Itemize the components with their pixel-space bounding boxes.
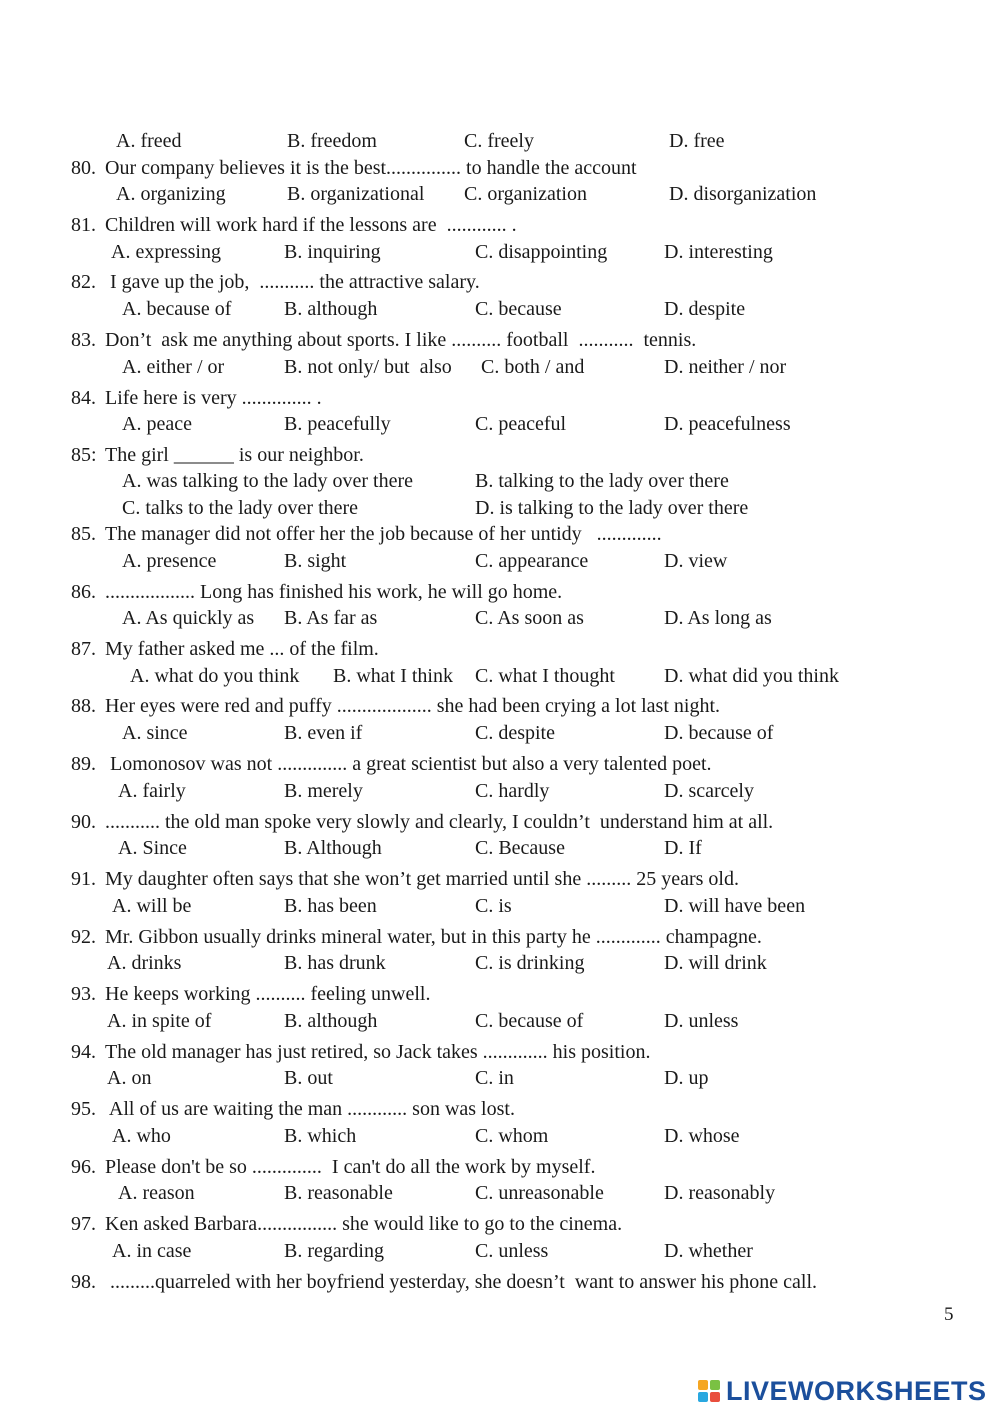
question-number: 85: [71,444,97,466]
logo-tile-green [710,1380,720,1390]
logo-tile-orange [698,1380,708,1390]
answer-option: D. scarcely [664,780,754,802]
answer-option: B. reasonable [284,1182,393,1204]
question-stem: Please don't be so .............. I can't do all the work by myself. [105,1156,596,1178]
answer-option: C. hardly [475,780,550,802]
answer-option: A. Since [118,837,187,859]
answer-option: C. disappointing [475,241,608,263]
question-stem: My father asked me ... of the film. [105,638,379,660]
logo-tile-red [710,1392,720,1402]
answer-option: B. As far as [284,607,378,629]
answer-option: D. reasonably [664,1182,776,1204]
answer-option: C. both / and [481,356,585,378]
answer-option: C. what I thought [475,665,615,687]
answer-option: A. what do you think [130,665,300,687]
liveworksheets-brand [698,1374,987,1408]
answer-option: D. unless [664,1010,739,1032]
answer-option: C. As soon as [475,607,584,629]
question-number: 87. [71,638,96,660]
answer-option: A. on [107,1067,152,1089]
question-stem: I gave up the job, ........... the attractive salary. [105,271,480,293]
question-stem: Lomonosov was not .............. a great scientist but also a very talented poet. [105,753,712,775]
question-stem: All of us are waiting the man ............ son was lost. [105,1098,515,1120]
question-number: 85. [71,523,96,545]
answer-option: D. As long as [664,607,772,629]
answer-option: A. freed [116,130,182,152]
answer-option: D. interesting [664,241,773,263]
answer-option: C. is drinking [475,952,585,974]
answer-option: A. reason [118,1182,195,1204]
answer-option: C. unless [475,1240,549,1262]
answer-option: C. peaceful [475,413,567,435]
answer-option: C. organization [464,183,587,205]
answer-option: D. whose [664,1125,740,1147]
answer-option: B. talking to the lady over there [475,470,729,492]
question-stem: The girl ______ is our neighbor. [105,444,364,466]
answer-option: A. since [122,722,188,744]
answer-option: C. because of [475,1010,584,1032]
answer-option: A. either / or [122,356,225,378]
answer-option: D. what did you think [664,665,839,687]
logo-tile-blue [698,1392,708,1402]
answer-option: D. free [669,130,725,152]
answer-option: A. will be [112,895,192,917]
answer-option: B. peacefully [284,413,391,435]
answer-option: D. despite [664,298,746,320]
question-stem: Mr. Gibbon usually drinks mineral water, but in this party he ............. champagne. [105,926,762,948]
answer-option: C. despite [475,722,555,744]
answer-option: D. up [664,1067,709,1089]
question-stem: Children will work hard if the lessons are ............ . [105,214,517,236]
answer-option: A. in spite of [107,1010,212,1032]
question-number: 98. [71,1271,96,1293]
question-stem: Ken asked Barbara................ she would like to go to the cinema. [105,1213,623,1235]
answer-option: A. organizing [116,183,226,205]
answer-option: C. appearance [475,550,589,572]
answer-option: D. will have been [664,895,806,917]
question-number: 91. [71,868,96,890]
answer-option: D. neither / nor [664,356,787,378]
liveworksheets-logo-icon [698,1380,720,1402]
answer-option: B. although [284,298,378,320]
question-number: 82. [71,271,96,293]
answer-option: B. inquiring [284,241,381,263]
question-number: 96. [71,1156,96,1178]
page-number: 5 [944,1304,954,1325]
question-stem: Her eyes were red and puffy ................... she had been crying a lot last night. [105,695,721,717]
question-number: 92. [71,926,96,948]
brand-name: LIVEWORKSHEETS [726,1376,987,1406]
question-stem: The manager did not offer her the job because of her untidy ............. [105,523,662,545]
answer-option: D. whether [664,1240,753,1262]
question-stem: Don’t ask me anything about sports. I like .......... football ........... tennis. [105,329,697,351]
answer-option: B. sight [284,550,347,572]
question-number: 93. [71,983,96,1005]
answer-option: C. talks to the lady over there [122,497,359,519]
answer-option: A. who [112,1125,171,1147]
answer-option: C. unreasonable [475,1182,604,1204]
question-stem: My daughter often says that she won’t get married until she ......... 25 years old. [105,868,739,890]
answer-option: D. view [664,550,728,572]
question-number: 86. [71,581,96,603]
question-number: 83. [71,329,96,351]
answer-option: B. not only/ but also [284,356,452,378]
answer-option: A. peace [122,413,192,435]
question-stem: He keeps working .......... feeling unwell. [105,983,431,1005]
question-number: 95. [71,1098,96,1120]
answer-option: B. even if [284,722,363,744]
question-number: 88. [71,695,96,717]
answer-option: B. Although [284,837,382,859]
question-number: 97. [71,1213,96,1235]
answer-option: B. out [284,1067,333,1089]
answer-option: B. freedom [287,130,377,152]
answer-option: A. As quickly as [122,607,255,629]
question-stem: The old manager has just retired, so Jack takes ............. his position. [105,1041,651,1063]
answer-option: B. has drunk [284,952,386,974]
answer-option: B. although [284,1010,378,1032]
question-number: 90. [71,811,96,833]
answer-option: A. fairly [118,780,186,802]
question-stem: Our company believes it is the best............... to handle the account [105,157,637,179]
answer-option: C. in [475,1067,514,1089]
answer-option: D. If [664,837,702,859]
question-stem: ........... the old man spoke very slowly and clearly, I couldn’t understand him at all. [105,811,774,833]
question-number: 84. [71,387,96,409]
answer-option: C. is [475,895,512,917]
answer-option: C. Because [475,837,565,859]
answer-option: A. expressing [111,241,221,263]
answer-option: B. regarding [284,1240,384,1262]
question-number: 80. [71,157,96,179]
answer-option: A. presence [122,550,217,572]
question-number: 81. [71,214,96,236]
question-number: 89. [71,753,96,775]
answer-option: D. will drink [664,952,767,974]
answer-option: C. whom [475,1125,549,1147]
answer-option: D. disorganization [669,183,817,205]
answer-option: B. merely [284,780,363,802]
answer-option: C. because [475,298,562,320]
question-stem: .........quarreled with her boyfriend yesterday, she doesn’t want to answer his phone call. [105,1271,818,1293]
answer-option: A. in case [112,1240,192,1262]
answer-option: B. what I think [333,665,453,687]
answer-option: C. freely [464,130,534,152]
question-stem: Life here is very .............. . [105,387,322,409]
answer-option: D. because of [664,722,774,744]
answer-option: A. was talking to the lady over there [122,470,414,492]
answer-option: B. organizational [287,183,425,205]
answer-option: B. which [284,1125,357,1147]
answer-option: A. because of [122,298,232,320]
question-number: 94. [71,1041,96,1063]
answer-option: A. drinks [107,952,182,974]
question-stem: .................. Long has finished his work, he will go home. [105,581,563,603]
answer-option: D. peacefulness [664,413,791,435]
answer-option: B. has been [284,895,377,917]
answer-option: D. is talking to the lady over there [475,497,749,519]
